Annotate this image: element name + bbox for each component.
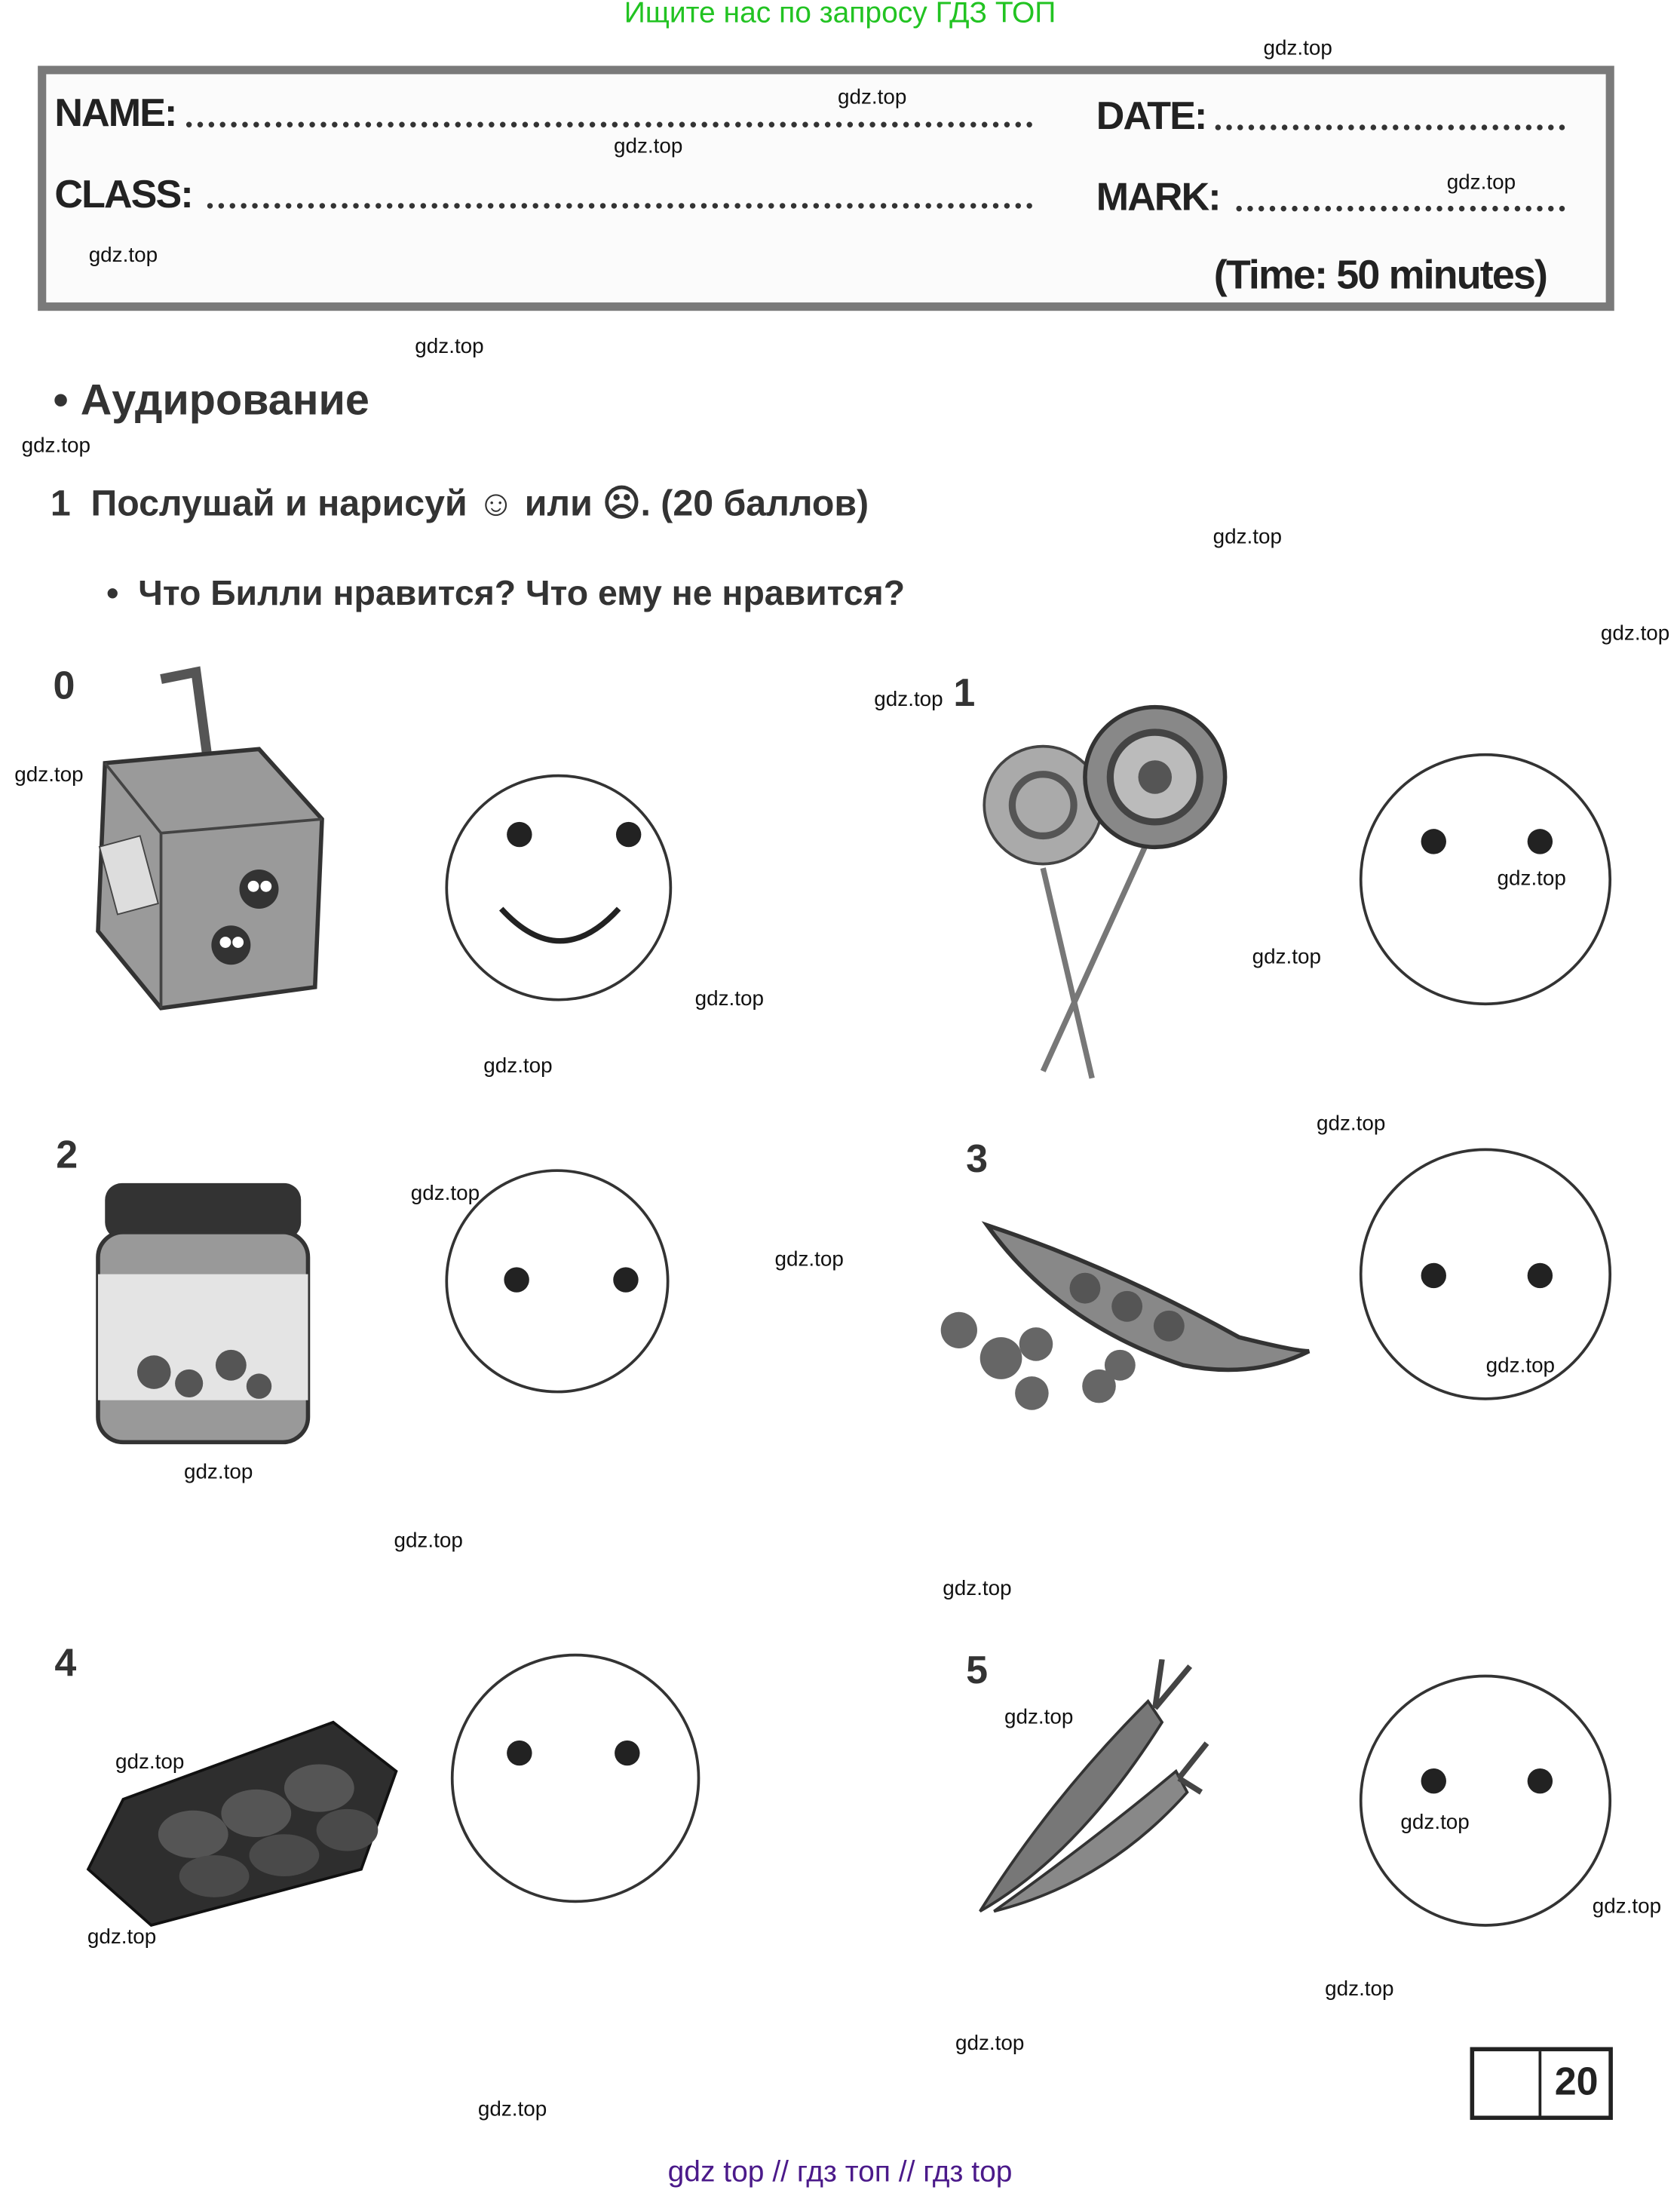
date-field[interactable] [1216, 124, 1565, 130]
score-box [1470, 2047, 1613, 2120]
chocolate-bar-picture [81, 1715, 403, 1932]
smiley-face-0[interactable] [445, 774, 672, 1001]
watermark-text: gdz.top [87, 1925, 157, 1949]
watermark-text: gdz.top [1497, 866, 1566, 891]
watermark-text: gdz.top [1325, 1977, 1394, 2001]
item-number-1: 1 [953, 670, 976, 714]
class-label: CLASS: [54, 172, 192, 216]
face-4[interactable] [451, 1654, 700, 1903]
watermark-text: gdz.top [774, 1247, 844, 1271]
watermark-text: gdz.top [1004, 1705, 1074, 1730]
name-field[interactable] [186, 122, 1033, 127]
item-number-3: 3 [966, 1136, 989, 1181]
watermark-text: gdz.top [874, 687, 943, 712]
score-max: 20 [1554, 2060, 1599, 2103]
watermark-text: gdz.top [1592, 1894, 1662, 1919]
watermark-text: gdz.top [1212, 525, 1283, 549]
eye [1421, 1768, 1446, 1793]
watermark-text: gdz.top [1485, 1354, 1556, 1378]
watermark-text: gdz.top [394, 1529, 463, 1554]
peas-picture [931, 1211, 1323, 1422]
eye [1528, 1263, 1553, 1288]
section-title: Аудирование [80, 375, 369, 425]
face-1[interactable] [1360, 753, 1611, 1005]
eye [1528, 829, 1553, 854]
watermark-text: gdz.top [613, 134, 683, 158]
eye [1421, 829, 1446, 854]
watermark-text: gdz.top [955, 2032, 1025, 2056]
time-limit: (Time: 50 minutes) [1213, 253, 1547, 299]
watermark-text: gdz.top [1446, 170, 1516, 195]
watermark-text: gdz.top [415, 334, 484, 359]
watermark-text: gdz.top [1600, 621, 1670, 646]
eye [615, 1741, 639, 1765]
score-field[interactable] [1474, 2051, 1541, 2115]
mark-label: MARK: [1096, 175, 1220, 219]
watermark-text: gdz.top [838, 85, 907, 109]
task-number: 1 [50, 481, 71, 524]
juice-box-picture [77, 665, 343, 1029]
eye [613, 1267, 638, 1292]
section-heading [54, 376, 369, 426]
bullet: • [106, 574, 119, 614]
face-5[interactable] [1360, 1675, 1611, 1927]
carrots-picture [966, 1659, 1211, 1925]
watermark-text: gdz.top [410, 1182, 480, 1206]
watermark-text: gdz.top [1317, 1112, 1386, 1136]
eye [616, 822, 641, 847]
eye [507, 822, 532, 847]
smile-mouth [495, 889, 624, 959]
top-banner[interactable]: Ищите нас по запросу ГДЗ ТОП [624, 0, 1056, 29]
jam-jar-picture [91, 1176, 315, 1456]
item-number-0: 0 [53, 664, 75, 707]
bullet: • [53, 375, 69, 425]
eye [1528, 1768, 1553, 1793]
watermark-text: gdz.top [88, 244, 158, 268]
watermark-text: gdz.top [21, 434, 90, 459]
watermark-text: gdz.top [1263, 36, 1332, 60]
item-number-4: 4 [54, 1641, 77, 1685]
item-number-5: 5 [966, 1648, 989, 1692]
item-number-2: 2 [56, 1133, 78, 1176]
eye [507, 1741, 532, 1765]
watermark-text: gdz.top [115, 1750, 185, 1774]
lollipops-picture [980, 700, 1239, 1085]
watermark-text: gdz.top [483, 1054, 553, 1078]
bottom-banner[interactable]: gdz top // гдз топ // гдз top [667, 2156, 1013, 2189]
mark-field[interactable] [1236, 206, 1565, 211]
task-text: Послушай и нарисуй ☺ или ☹. (20 баллов) [90, 481, 869, 524]
watermark-text: gdz.top [943, 1576, 1012, 1601]
watermark-text: gdz.top [1252, 945, 1321, 969]
eye [1421, 1263, 1446, 1288]
task-1-heading [51, 482, 869, 526]
header-box [38, 66, 1614, 311]
watermark-text: gdz.top [477, 2097, 547, 2121]
watermark-text: gdz.top [14, 762, 84, 787]
name-label: NAME: [54, 90, 176, 135]
question-text: Что Билли нравится? Что ему не нравится? [138, 574, 906, 614]
class-field[interactable] [207, 203, 1033, 208]
task-1-question [106, 574, 905, 615]
eye [504, 1267, 529, 1292]
watermark-text: gdz.top [694, 986, 765, 1011]
watermark-text: gdz.top [183, 1460, 253, 1485]
watermark-text: gdz.top [1400, 1810, 1470, 1835]
date-label: DATE: [1096, 94, 1206, 137]
